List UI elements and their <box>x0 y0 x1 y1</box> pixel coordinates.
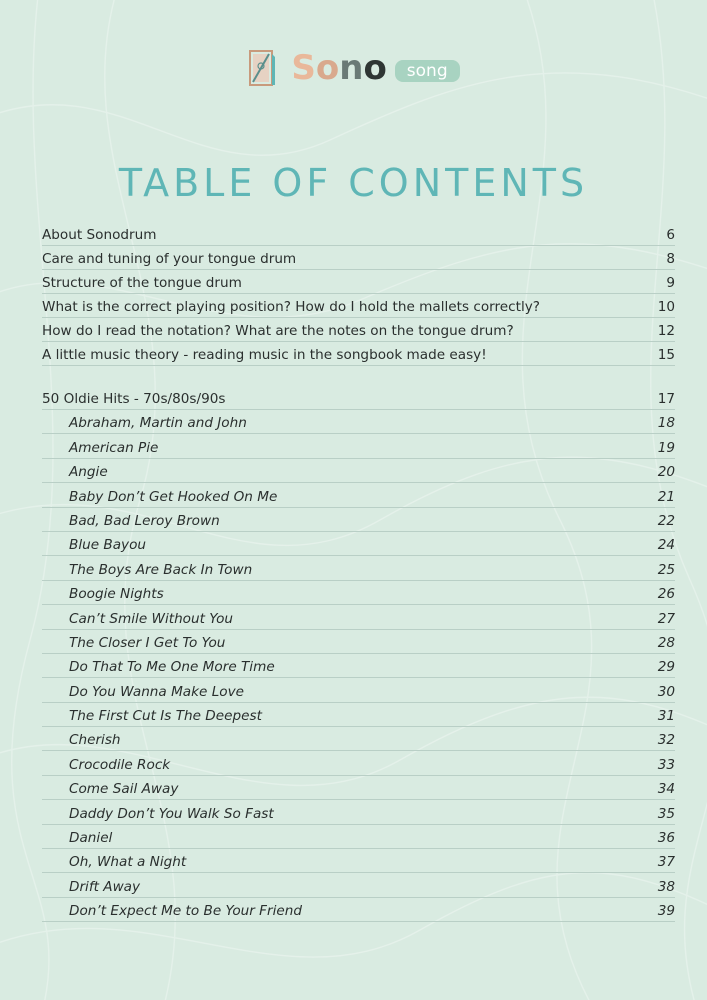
song-entry[interactable] <box>42 483 675 507</box>
brand-pill: song <box>395 60 460 82</box>
toc-entry[interactable] <box>42 342 675 366</box>
toc-entry-title: What is the correct playing position? How do I hold the mallets correctly? <box>42 299 540 315</box>
song-page: 39 <box>657 903 675 920</box>
song-page: 29 <box>657 659 675 676</box>
song-title: Daniel <box>69 830 113 847</box>
brand-letter: o <box>315 48 340 88</box>
brand-header <box>0 48 707 88</box>
toc-entry-page: 9 <box>666 275 675 291</box>
song-title: Abraham, Martin and John <box>69 415 247 432</box>
song-title: Do That To Me One More Time <box>69 659 275 676</box>
toc-entry-title: About Sonodrum <box>42 227 157 243</box>
song-title: Drift Away <box>69 878 141 895</box>
song-entry[interactable] <box>42 873 675 897</box>
song-entry[interactable] <box>42 825 675 849</box>
song-page: 27 <box>657 610 675 627</box>
song-page: 19 <box>657 439 675 456</box>
song-entry[interactable] <box>42 678 675 702</box>
song-title: Boogie Nights <box>69 586 164 603</box>
brand-name <box>291 48 386 88</box>
song-entry[interactable] <box>42 751 675 775</box>
song-page: 30 <box>657 683 675 700</box>
song-entry[interactable] <box>42 605 675 629</box>
song-entry[interactable] <box>42 727 675 751</box>
song-entry[interactable] <box>42 459 675 483</box>
song-page: 31 <box>657 708 675 725</box>
song-page: 28 <box>657 634 675 651</box>
song-entry[interactable] <box>42 630 675 654</box>
toc-entry[interactable] <box>42 318 675 342</box>
song-title: American Pie <box>69 439 159 456</box>
song-title: Daddy Don’t You Walk So Fast <box>69 805 274 822</box>
song-title: The Closer I Get To You <box>69 634 226 651</box>
song-page: 25 <box>657 561 675 578</box>
song-title: The First Cut Is The Deepest <box>69 708 262 725</box>
song-entry[interactable] <box>42 410 675 434</box>
song-entry[interactable] <box>42 776 675 800</box>
toc-entry-page: 12 <box>657 323 675 339</box>
song-page: 24 <box>657 537 675 554</box>
page-title: TABLE OF CONTENTS <box>118 161 589 206</box>
section-page: 17 <box>657 391 675 407</box>
song-title: Crocodile Rock <box>69 756 171 773</box>
song-entry[interactable] <box>42 532 675 556</box>
song-page: 20 <box>657 464 675 481</box>
song-title: Oh, What a Night <box>69 854 187 871</box>
song-page: 38 <box>657 878 675 895</box>
toc-entry-page: 10 <box>657 299 675 315</box>
song-title: Blue Bayou <box>69 537 147 554</box>
song-entry[interactable] <box>42 703 675 727</box>
song-page: 36 <box>657 830 675 847</box>
song-page: 34 <box>657 781 675 798</box>
song-title: Don’t Expect Me to Be Your Friend <box>69 903 302 920</box>
song-entry[interactable] <box>42 800 675 824</box>
brand-letter: o <box>363 48 387 88</box>
song-entry[interactable] <box>42 898 675 922</box>
song-entry[interactable] <box>42 581 675 605</box>
song-title: Can’t Smile Without You <box>69 610 234 627</box>
song-entry[interactable] <box>42 434 675 458</box>
toc-entry-title: Care and tuning of your tongue drum <box>42 251 297 267</box>
toc-entry[interactable] <box>42 270 675 294</box>
toc-entry-page: 8 <box>666 251 675 267</box>
toc-entry-page: 15 <box>657 347 675 363</box>
toc-entry[interactable] <box>42 246 675 270</box>
toc-entry-title: Structure of the tongue drum <box>42 275 242 291</box>
toc-entry[interactable] <box>42 294 675 318</box>
song-title: Do You Wanna Make Love <box>69 683 244 700</box>
sonodrum-logo-icon <box>247 48 277 88</box>
brand-letter: n <box>339 48 364 88</box>
song-title: Baby Don’t Get Hooked On Me <box>69 488 278 505</box>
toc-hits-section <box>42 386 675 922</box>
song-entry[interactable] <box>42 654 675 678</box>
section-title: 50 Oldie Hits - 70s/80s/90s <box>42 391 226 407</box>
song-entry[interactable] <box>42 556 675 580</box>
song-title: The Boys Are Back In Town <box>69 561 253 578</box>
toc-entry-title: A little music theory - reading music in the songbook made easy! <box>42 347 487 363</box>
song-page: 33 <box>657 756 675 773</box>
toc-section-heading[interactable] <box>42 386 675 410</box>
brand-letter: S <box>291 48 316 88</box>
toc-entry-title: How do I read the notation? What are the notes on the tongue drum? <box>42 323 514 339</box>
song-title: Angie <box>69 464 108 481</box>
song-title: Come Sail Away <box>69 781 179 798</box>
song-page: 22 <box>657 512 675 529</box>
song-title: Cherish <box>69 732 121 749</box>
song-page: 26 <box>657 586 675 603</box>
song-page: 32 <box>657 732 675 749</box>
toc-main-section <box>42 222 675 366</box>
song-entry[interactable] <box>42 849 675 873</box>
song-page: 18 <box>657 415 675 432</box>
song-entry[interactable] <box>42 508 675 532</box>
song-page: 35 <box>657 805 675 822</box>
song-page: 37 <box>657 854 675 871</box>
toc-entry[interactable] <box>42 222 675 246</box>
toc-entry-page: 6 <box>666 227 675 243</box>
song-title: Bad, Bad Leroy Brown <box>69 512 220 529</box>
song-page: 21 <box>657 488 675 505</box>
